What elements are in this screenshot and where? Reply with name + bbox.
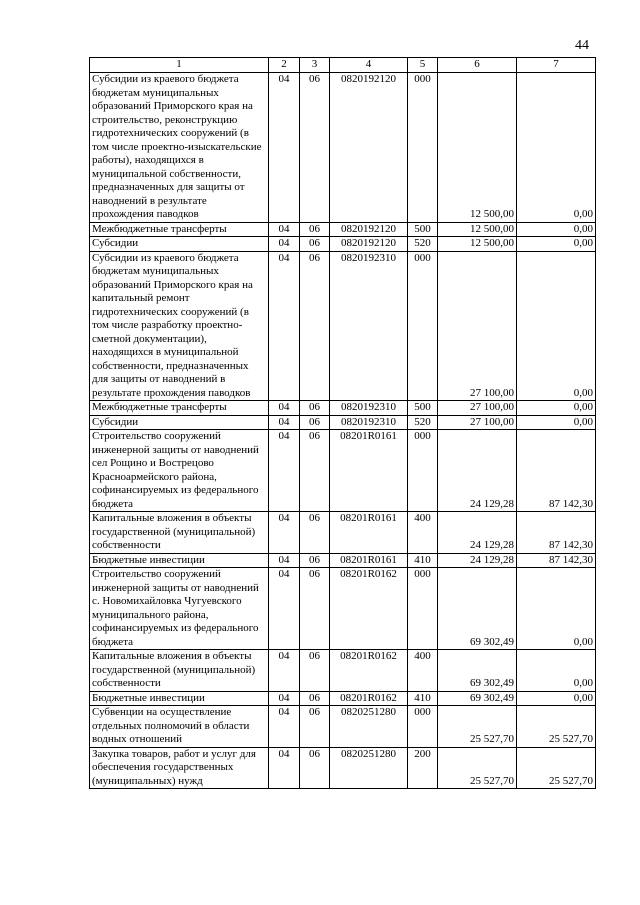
row-expense-type: 400 [408, 650, 438, 692]
row-subsection: 06 [300, 237, 330, 252]
row-section: 04 [269, 430, 300, 512]
row-name: Закупка товаров, работ и услуг для обеспечения государственных (муниципальных) нужд [90, 747, 269, 789]
row-subsection: 06 [300, 553, 330, 568]
header-col-5: 5 [408, 58, 438, 73]
row-name: Капитальные вложения в объекты государственной (муниципальной) собственности [90, 650, 269, 692]
header-row [90, 58, 596, 73]
row-expense-type: 520 [408, 415, 438, 430]
row-expense-type: 000 [408, 73, 438, 223]
row-subsection: 06 [300, 401, 330, 416]
table-row [90, 73, 596, 223]
row-section: 04 [269, 512, 300, 554]
row-subsection: 06 [300, 706, 330, 748]
row-target-code: 0820251280 [330, 706, 408, 748]
row-expense-type: 520 [408, 237, 438, 252]
row-expense-type: 410 [408, 553, 438, 568]
row-amount-6: 25 527,70 [438, 706, 517, 748]
row-subsection: 06 [300, 73, 330, 223]
row-name: Бюджетные инвестиции [90, 553, 269, 568]
table-row [90, 237, 596, 252]
row-expense-type: 410 [408, 691, 438, 706]
row-section: 04 [269, 706, 300, 748]
table-row [90, 251, 596, 401]
row-expense-type: 000 [408, 430, 438, 512]
row-section: 04 [269, 401, 300, 416]
row-target-code: 08201R0161 [330, 553, 408, 568]
row-amount-7: 87 142,30 [517, 512, 596, 554]
row-target-code: 08201R0161 [330, 430, 408, 512]
row-amount-7: 87 142,30 [517, 430, 596, 512]
row-target-code: 0820192310 [330, 415, 408, 430]
budget-table [89, 57, 596, 789]
row-target-code: 08201R0161 [330, 512, 408, 554]
row-expense-type: 000 [408, 568, 438, 650]
row-name: Межбюджетные трансферты [90, 222, 269, 237]
table-row [90, 691, 596, 706]
row-name: Строительство сооружений инженерной защиты от наводнений с. Новомихайловка Чугуевского муниципального района, софинансируемых из федерального бюджета [90, 568, 269, 650]
row-subsection: 06 [300, 415, 330, 430]
row-expense-type: 000 [408, 251, 438, 401]
row-amount-6: 69 302,49 [438, 691, 517, 706]
row-target-code: 0820251280 [330, 747, 408, 789]
row-amount-6: 27 100,00 [438, 251, 517, 401]
row-amount-7: 0,00 [517, 401, 596, 416]
row-subsection: 06 [300, 691, 330, 706]
row-target-code: 0820192120 [330, 222, 408, 237]
table-row [90, 568, 596, 650]
row-amount-7: 0,00 [517, 237, 596, 252]
row-section: 04 [269, 568, 300, 650]
row-section: 04 [269, 251, 300, 401]
table-row [90, 747, 596, 789]
row-expense-type: 000 [408, 706, 438, 748]
row-amount-7: 25 527,70 [517, 706, 596, 748]
row-amount-6: 69 302,49 [438, 650, 517, 692]
row-name: Субсидии [90, 237, 269, 252]
row-subsection: 06 [300, 222, 330, 237]
row-expense-type: 500 [408, 222, 438, 237]
header-col-3: 3 [300, 58, 330, 73]
row-name: Субсидии из краевого бюджета бюджетам муниципальных образований Приморского края на капитальный ремонт гидротехнических сооружений (в том числе разработку проектно-сметной документации), находящихся в муниципальной собственности, предназначенных для защиты от наводнений в результате прохождения паводков [90, 251, 269, 401]
row-subsection: 06 [300, 512, 330, 554]
row-amount-6: 24 129,28 [438, 512, 517, 554]
row-section: 04 [269, 73, 300, 223]
row-name: Капитальные вложения в объекты государственной (муниципальной) собственности [90, 512, 269, 554]
row-target-code: 0820192120 [330, 73, 408, 223]
row-amount-6: 24 129,28 [438, 430, 517, 512]
row-amount-6: 24 129,28 [438, 553, 517, 568]
row-section: 04 [269, 747, 300, 789]
row-amount-7: 0,00 [517, 251, 596, 401]
table-row [90, 512, 596, 554]
header-col-4: 4 [330, 58, 408, 73]
row-name: Межбюджетные трансферты [90, 401, 269, 416]
row-name: Субвенции на осуществление отдельных полномочий в области водных отношений [90, 706, 269, 748]
table-row [90, 401, 596, 416]
table-row [90, 706, 596, 748]
row-amount-7: 0,00 [517, 222, 596, 237]
row-amount-7: 0,00 [517, 73, 596, 223]
row-section: 04 [269, 237, 300, 252]
row-amount-7: 0,00 [517, 691, 596, 706]
row-amount-6: 12 500,00 [438, 73, 517, 223]
row-amount-6: 27 100,00 [438, 401, 517, 416]
row-subsection: 06 [300, 650, 330, 692]
row-target-code: 0820192310 [330, 251, 408, 401]
row-amount-7: 0,00 [517, 650, 596, 692]
row-target-code: 0820192120 [330, 237, 408, 252]
table-row [90, 430, 596, 512]
row-subsection: 06 [300, 747, 330, 789]
row-target-code: 08201R0162 [330, 691, 408, 706]
row-name: Бюджетные инвестиции [90, 691, 269, 706]
row-target-code: 08201R0162 [330, 568, 408, 650]
row-amount-6: 12 500,00 [438, 222, 517, 237]
row-name: Субсидии из краевого бюджета бюджетам муниципальных образований Приморского края на строительство, реконструкцию гидротехнических сооружений (в том числе проектно-изыскательские работы), находящихся в муниципальной собственности, предназначенных для защиты от наводнений в результате прохождения паводков [90, 73, 269, 223]
table-row [90, 650, 596, 692]
row-amount-7: 25 527,70 [517, 747, 596, 789]
table-row [90, 553, 596, 568]
row-subsection: 06 [300, 568, 330, 650]
header-col-2: 2 [269, 58, 300, 73]
table-row [90, 415, 596, 430]
row-expense-type: 400 [408, 512, 438, 554]
row-amount-7: 87 142,30 [517, 553, 596, 568]
table-row [90, 222, 596, 237]
row-section: 04 [269, 650, 300, 692]
row-section: 04 [269, 222, 300, 237]
row-amount-6: 27 100,00 [438, 415, 517, 430]
row-expense-type: 500 [408, 401, 438, 416]
page-number: 44 [575, 38, 589, 53]
row-amount-7: 0,00 [517, 568, 596, 650]
row-amount-7: 0,00 [517, 415, 596, 430]
row-amount-6: 69 302,49 [438, 568, 517, 650]
row-amount-6: 12 500,00 [438, 237, 517, 252]
row-subsection: 06 [300, 430, 330, 512]
row-subsection: 06 [300, 251, 330, 401]
row-section: 04 [269, 553, 300, 568]
row-section: 04 [269, 691, 300, 706]
row-name: Субсидии [90, 415, 269, 430]
row-section: 04 [269, 415, 300, 430]
header-col-1: 1 [90, 58, 269, 73]
row-name: Строительство сооружений инженерной защиты от наводнений сел Рощино и Вострецово Красноармейского района, софинансируемых из федерального бюджета [90, 430, 269, 512]
row-amount-6: 25 527,70 [438, 747, 517, 789]
row-target-code: 08201R0162 [330, 650, 408, 692]
header-col-6: 6 [438, 58, 517, 73]
row-target-code: 0820192310 [330, 401, 408, 416]
row-expense-type: 200 [408, 747, 438, 789]
header-col-7: 7 [517, 58, 596, 73]
